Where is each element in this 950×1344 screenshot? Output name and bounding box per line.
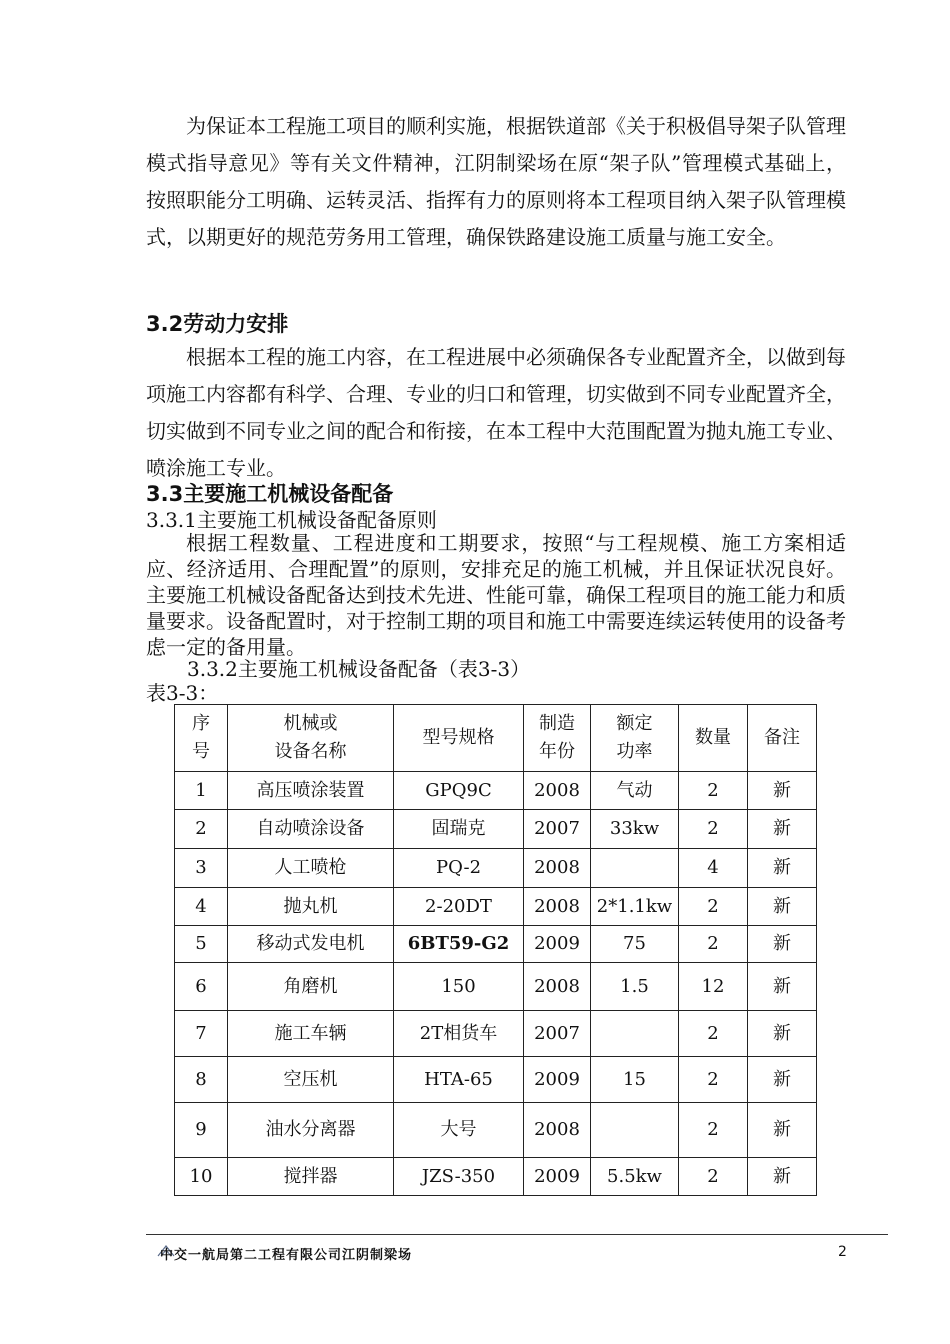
cell-qty: 2 xyxy=(679,1158,748,1196)
header-seq-line1: 序 xyxy=(192,713,210,734)
cell-qty: 4 xyxy=(679,849,748,888)
header-power xyxy=(591,705,679,772)
cell-note: 新 xyxy=(748,810,817,849)
cell-year: 2008 xyxy=(524,963,591,1011)
cell-name: 搅拌器 xyxy=(228,1158,394,1196)
table-row xyxy=(175,926,817,963)
cell-seq: 8 xyxy=(175,1057,228,1103)
header-year-line2: 年份 xyxy=(539,741,575,762)
cell-qty: 2 xyxy=(679,772,748,810)
cell-model: JZS-350 xyxy=(394,1158,524,1196)
table-row xyxy=(175,1057,817,1103)
table-row xyxy=(175,1011,817,1057)
cell-name: 移动式发电机 xyxy=(228,926,394,963)
cell-seq: 5 xyxy=(175,926,228,963)
cell-power: 气动 xyxy=(591,772,679,810)
cell-name: 人工喷枪 xyxy=(228,849,394,888)
page-number: 2 xyxy=(838,1244,847,1260)
cell-model: 6BT59-G2 xyxy=(394,926,524,963)
cell-year: 2008 xyxy=(524,772,591,810)
cell-model: 2T相货车 xyxy=(394,1011,524,1057)
table-row xyxy=(175,963,817,1011)
table-caption: 表3-3： xyxy=(146,681,219,705)
footer-company-name: 中交一航局第二工程有限公司江阴制梁场 xyxy=(160,1248,413,1263)
section-3-2-paragraph: 根据本工程的施工内容，在工程进展中必须确保各专业配置齐全，以做到每项施工内容都有科学、合理、专业的归口和管理，切实做到不同专业配置齐全，切实做到不同专业之间的配合和衔接，在本工程中大范围配置为抛丸施工专业、喷涂施工专业。 xyxy=(146,345,846,480)
cell-seq: 2 xyxy=(175,810,228,849)
cell-seq: 10 xyxy=(175,1158,228,1196)
cell-model: 固瑞克 xyxy=(394,810,524,849)
cell-model: PQ-2 xyxy=(394,849,524,888)
cell-note: 新 xyxy=(748,1011,817,1057)
cell-name: 自动喷涂设备 xyxy=(228,810,394,849)
cell-note: 新 xyxy=(748,926,817,963)
cell-note: 新 xyxy=(748,888,817,926)
subsection-3-3-1-title: 3.3.1主要施工机械设备配备原则 xyxy=(146,508,437,532)
cell-power: 15 xyxy=(591,1057,679,1103)
cell-power xyxy=(591,849,679,888)
cell-seq: 9 xyxy=(175,1103,228,1158)
table-row xyxy=(175,849,817,888)
table-header-row xyxy=(175,705,817,772)
header-name xyxy=(228,705,394,772)
header-seq-line2: 号 xyxy=(192,741,210,762)
footer-divider xyxy=(146,1234,888,1235)
cell-name: 抛丸机 xyxy=(228,888,394,926)
cell-year: 2008 xyxy=(524,888,591,926)
cell-qty: 12 xyxy=(679,963,748,1011)
cell-qty: 2 xyxy=(679,888,748,926)
cell-model: 150 xyxy=(394,963,524,1011)
table-row xyxy=(175,1158,817,1196)
table-row xyxy=(175,888,817,926)
cell-year: 2009 xyxy=(524,926,591,963)
cell-note: 新 xyxy=(748,963,817,1011)
cell-model: 大号 xyxy=(394,1103,524,1158)
header-seq xyxy=(175,705,228,772)
table-row xyxy=(175,772,817,810)
cell-year: 2007 xyxy=(524,810,591,849)
header-qty: 数量 xyxy=(679,705,748,772)
cell-year: 2008 xyxy=(524,849,591,888)
cell-qty: 2 xyxy=(679,810,748,849)
cell-note: 新 xyxy=(748,849,817,888)
header-note: 备注 xyxy=(748,705,817,772)
header-year-line1: 制造 xyxy=(539,713,575,734)
cell-power xyxy=(591,1011,679,1057)
cell-seq: 4 xyxy=(175,888,228,926)
cell-note: 新 xyxy=(748,1103,817,1158)
cell-note: 新 xyxy=(748,1158,817,1196)
cell-power xyxy=(591,1103,679,1158)
section-3-3-heading: 3.3主要施工机械设备配备 xyxy=(146,482,394,506)
cell-name: 油水分离器 xyxy=(228,1103,394,1158)
intro-paragraph: 为保证本工程施工项目的顺利实施，根据铁道部《关于积极倡导架子队管理模式指导意见》等有关文件精神，江阴制梁场在原“架子队”管理模式基础上，按照职能分工明确、运转灵活、指挥有力的原则将本工程项目纳入架子队管理模式，以期更好的规范劳务用工管理，确保铁路建设施工质量与施工安全。 xyxy=(146,114,846,249)
cell-model: GPQ9C xyxy=(394,772,524,810)
cell-year: 2007 xyxy=(524,1011,591,1057)
header-power-line2: 功率 xyxy=(616,741,653,762)
cell-seq: 3 xyxy=(175,849,228,888)
cell-name: 施工车辆 xyxy=(228,1011,394,1057)
header-year xyxy=(524,705,591,772)
cell-qty: 2 xyxy=(679,1057,748,1103)
cell-note: 新 xyxy=(748,772,817,810)
table-row xyxy=(175,1103,817,1158)
cell-name: 角磨机 xyxy=(228,963,394,1011)
cell-year: 2008 xyxy=(524,1103,591,1158)
header-power-line1: 额定 xyxy=(616,713,653,734)
cell-year: 2009 xyxy=(524,1057,591,1103)
cell-power: 2*1.1kw xyxy=(591,888,679,926)
cell-power: 1.5 xyxy=(591,963,679,1011)
cell-seq: 1 xyxy=(175,772,228,810)
cell-power: 33kw xyxy=(591,810,679,849)
cell-power: 75 xyxy=(591,926,679,963)
cell-year: 2009 xyxy=(524,1158,591,1196)
subsection-3-3-1-paragraph: 根据工程数量、工程进度和工期要求，按照“与工程规模、施工方案相适应、经济适用、合理配置”的原则，安排充足的施工机械，并且保证状况良好。主要施工机械设备配备达到技术先进、性能可靠，确保工程项目的施工能力和质量要求。设备配置时，对于控制工期的项目和施工中需要连续运转使用的设备考虑一定的备用量。 xyxy=(146,531,846,659)
cell-qty: 2 xyxy=(679,926,748,963)
header-name-line2: 设备名称 xyxy=(274,741,347,762)
cell-power: 5.5kw xyxy=(591,1158,679,1196)
cell-model: HTA-65 xyxy=(394,1057,524,1103)
cell-model: 2-20DT xyxy=(394,888,524,926)
cell-qty: 2 xyxy=(679,1011,748,1057)
equipment-table xyxy=(174,704,817,1196)
cell-qty: 2 xyxy=(679,1103,748,1158)
cell-name: 高压喷涂装置 xyxy=(228,772,394,810)
table-row xyxy=(175,810,817,849)
cell-note: 新 xyxy=(748,1057,817,1103)
header-model: 型号规格 xyxy=(394,705,524,772)
cell-seq: 7 xyxy=(175,1011,228,1057)
cell-seq: 6 xyxy=(175,963,228,1011)
cell-name: 空压机 xyxy=(228,1057,394,1103)
section-3-2-heading: 3.2劳动力安排 xyxy=(146,312,289,336)
subsection-3-3-2-title: 3.3.2主要施工机械设备配备（表3-3） xyxy=(187,657,531,681)
header-name-line1: 机械或 xyxy=(283,713,338,734)
